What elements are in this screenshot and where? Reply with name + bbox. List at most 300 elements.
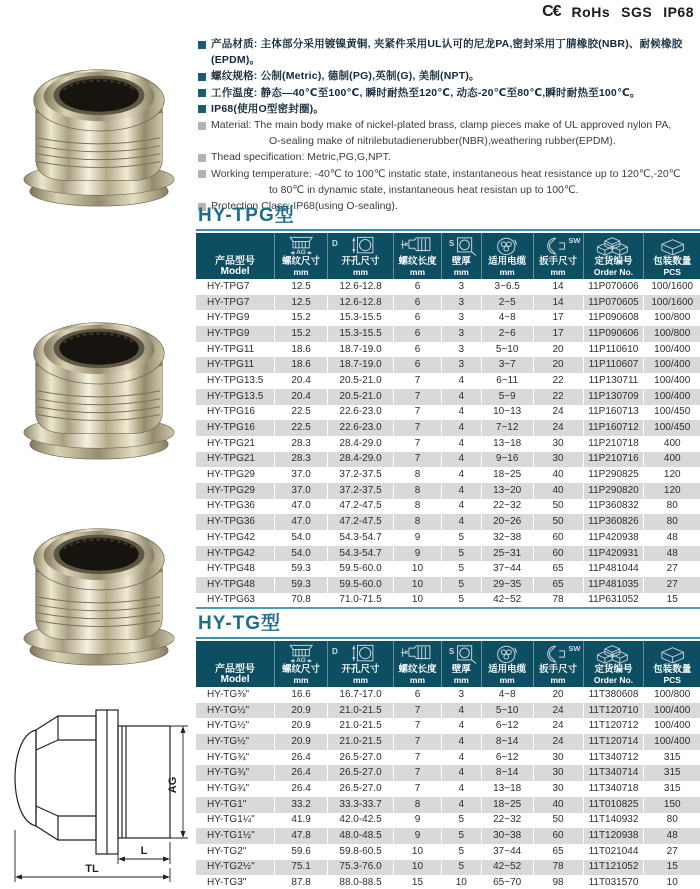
cell-wrench-size: 50	[533, 499, 583, 515]
cell-wrench-size: 40	[533, 797, 583, 813]
cell-order-no: 11P070606	[583, 279, 644, 295]
cell-model: HY-TG1"	[196, 797, 275, 813]
cell-wrench-size: 65	[533, 561, 583, 577]
table-row	[196, 875, 700, 889]
cell-cable-range: 25~31	[481, 546, 533, 562]
cell-thread-length: 7	[394, 765, 442, 781]
cell-thread-length: 10	[394, 561, 442, 577]
cell-wall-thickness: 3	[441, 326, 481, 342]
table-row	[196, 750, 700, 766]
cell-order-no: 11P360826	[583, 514, 644, 530]
header-label-sub: mm	[409, 675, 426, 685]
cell-hole-size: 42.0-42.5	[328, 813, 394, 829]
cell-thread-size: 28.3	[275, 436, 328, 452]
cell-thread-length: 7	[394, 781, 442, 797]
section-hy-tg	[196, 608, 700, 889]
bullet-square-icon	[198, 122, 206, 130]
cell-hole-size: 20.5-21.0	[328, 373, 394, 389]
cell-hole-size: 48.0-48.5	[328, 828, 394, 844]
header-label-cn: 定货编号	[594, 664, 633, 675]
wall-thickness-icon	[442, 643, 481, 664]
table-row	[196, 452, 700, 468]
cell-qty: 27	[644, 577, 700, 593]
cell-thread-length: 10	[394, 844, 442, 860]
cell-model: HY-TPG13.5	[196, 389, 275, 405]
cell-order-no: 11T340712	[583, 750, 644, 766]
cell-hole-size: 54.3-54.7	[328, 530, 394, 546]
cell-wall-thickness: 4	[441, 420, 481, 436]
cell-wrench-size: 20	[533, 342, 583, 358]
cell-qty: 100/800	[654, 312, 691, 324]
header-label-cn: 螺纹长度	[398, 664, 437, 675]
box-icon	[644, 643, 700, 664]
cell-wall-thickness: 4	[441, 781, 481, 797]
table-row	[196, 593, 700, 609]
cell-thread-length: 8	[394, 514, 442, 530]
cell-model: HY-TPG48	[196, 577, 275, 593]
cell-order-no: 11P130709	[583, 389, 644, 405]
cell-model: HY-TPG13.5	[196, 373, 275, 389]
cell-wall-thickness: 5	[441, 813, 481, 829]
header-label-sub: mm	[352, 267, 369, 277]
cell-thread-length: 6	[394, 310, 442, 326]
header-label-sub: mm	[499, 267, 515, 277]
cell-thread-length: 7	[394, 405, 442, 421]
cell-order-no: 11T021044	[583, 844, 644, 860]
cell-order-no: 11T340714	[583, 765, 644, 781]
cell-wrench-size: 78	[533, 860, 583, 876]
cell-qty: 315	[663, 782, 681, 794]
cell-model: HY-TG2½"	[196, 860, 275, 876]
cell-wall-thickness: 3	[441, 279, 481, 295]
cell-order-no: 11P481035	[583, 577, 644, 593]
cell-cable-range: 3~7	[481, 357, 533, 373]
cell-qty: 150	[644, 797, 700, 813]
column-header-thread-length	[394, 233, 442, 279]
icon-label: AG	[296, 248, 306, 256]
cell-hole-size: 26.5-27.0	[328, 765, 394, 781]
header-label-cn: 产品型号	[215, 664, 256, 675]
icon-label: SW	[568, 644, 581, 653]
cell-wall-thickness: 4	[441, 797, 481, 813]
cell-order-no: 11P420931	[583, 546, 644, 562]
cell-cable-range: 37~44	[481, 561, 533, 577]
cell-qty: 27	[666, 845, 678, 857]
column-header-model	[196, 233, 275, 279]
header-label-sub: mm	[550, 675, 566, 685]
cell-hole-size: 37.2-37.5	[328, 483, 394, 499]
header-label-cn: 适用电缆	[488, 256, 527, 267]
cell-thread-length: 7	[394, 750, 442, 766]
certification-badges	[542, 3, 694, 21]
table-row	[196, 295, 700, 311]
cell-hole-size: 59.8-60.5	[328, 844, 394, 860]
cell-cable-range: 13~18	[481, 436, 533, 452]
cell-hole-size: 15.3-15.5	[328, 310, 394, 326]
bullet-text: 工作温度: 静态—40℃至100℃, 瞬时耐热至120℃, 动态-20℃至80℃,瞬时耐热至100℃。	[211, 86, 641, 99]
cell-order-no: 11T380608	[583, 687, 644, 703]
table-row	[196, 781, 700, 797]
cell-model: HY-TG½"	[196, 734, 275, 750]
cell-wrench-size: 30	[533, 781, 583, 797]
cell-qty: 48	[644, 546, 700, 562]
column-header-cable-range	[481, 641, 533, 687]
cell-qty: 120	[644, 483, 700, 499]
cell-wrench-size: 50	[533, 514, 583, 530]
cell-order-no: 11P290820	[583, 483, 644, 499]
cell-wall-thickness: 3	[441, 342, 481, 358]
cell-model: HY-TPG42	[196, 530, 275, 546]
table-row	[196, 357, 700, 373]
cell-order-no: 11P160712	[583, 420, 644, 436]
cell-thread-length: 8	[394, 467, 442, 483]
cell-cable-range: 3~6.5	[481, 279, 533, 295]
cell-thread-length: 6	[394, 279, 442, 295]
cell-order-no: 11P070605	[583, 295, 644, 311]
cell-model: HY-TPG11	[196, 357, 275, 373]
table-row	[196, 718, 700, 734]
cell-wall-thickness: 4	[441, 734, 481, 750]
hy-tpg-spec-table	[196, 233, 700, 609]
cell-thread-size: 28.3	[275, 452, 328, 468]
cell-model: HY-TG1½"	[196, 828, 275, 844]
cell-order-no: 11P631052	[583, 593, 644, 609]
cell-order-no: 11T010825	[583, 797, 644, 813]
cell-wall-thickness: 5	[441, 593, 481, 609]
cell-wrench-size: 24	[533, 420, 583, 436]
cell-thread-size: 15.2	[275, 310, 328, 326]
cell-wrench-size: 40	[533, 483, 583, 499]
hole-size-icon	[328, 643, 393, 664]
cell-wall-thickness: 5	[441, 828, 481, 844]
cell-order-no: 11P130711	[583, 373, 644, 389]
cell-qty: 100/1600	[651, 280, 694, 292]
table-row	[196, 703, 700, 719]
cell-wall-thickness: 4	[441, 436, 481, 452]
cell-thread-size: 59.3	[275, 577, 328, 593]
cell-hole-size: 33.3-33.7	[328, 797, 394, 813]
cell-wall-thickness: 4	[441, 750, 481, 766]
dim-label-l: L	[140, 845, 148, 857]
cell-order-no: 11P210718	[583, 436, 644, 452]
header-label-cn: 螺纹尺寸	[282, 256, 321, 267]
bullet-item	[198, 85, 700, 101]
header-label-sub: mm	[293, 675, 309, 685]
cell-order-no: 11P420938	[583, 530, 644, 546]
icon-label: S	[448, 239, 455, 249]
cell-cable-range: 8~14	[481, 765, 533, 781]
table-row	[196, 546, 700, 562]
header-label-cn: 壁厚	[451, 256, 471, 267]
cell-cable-range: 4~8	[481, 310, 533, 326]
header-label-sub: mm	[453, 675, 469, 685]
cell-thread-size: 20.4	[275, 389, 328, 405]
column-header-qty	[644, 233, 700, 279]
cell-qty: 100/800	[654, 688, 691, 700]
cell-thread-length: 7	[394, 452, 442, 468]
bullet-item	[198, 101, 700, 117]
cell-thread-length: 6	[394, 357, 442, 373]
cell-hole-size: 20.5-21.0	[328, 389, 394, 405]
table-row	[196, 813, 700, 829]
cell-wall-thickness: 3	[441, 357, 481, 373]
table-row	[196, 765, 700, 781]
cell-qty: 80	[666, 814, 678, 826]
cell-qty: 100/400	[644, 357, 700, 373]
boxes-icon	[584, 235, 644, 256]
header-label-sub: mm	[550, 267, 566, 277]
cell-wrench-size: 24	[533, 703, 583, 719]
table-row	[196, 734, 700, 750]
icon-label: D	[332, 647, 338, 657]
table-row	[196, 860, 700, 876]
cell-wall-thickness: 10	[441, 875, 481, 889]
cell-wrench-size: 17	[533, 310, 583, 326]
cell-wall-thickness: 5	[441, 561, 481, 577]
cell-model: HY-TPG48	[196, 561, 275, 577]
cell-qty: 100/400	[644, 389, 700, 405]
table-row	[196, 310, 700, 326]
cell-order-no: 11T120710	[583, 703, 644, 719]
cell-hole-size: 59.5-60.0	[328, 577, 394, 593]
table-row	[196, 436, 700, 452]
cell-cable-range: 30~38	[481, 828, 533, 844]
column-header-order-no	[583, 233, 644, 279]
cell-cable-range: 32~38	[481, 530, 533, 546]
cell-cable-range: 4~8	[481, 687, 533, 703]
cell-wrench-size: 60	[533, 530, 583, 546]
cell-order-no: 11P090606	[583, 326, 644, 342]
cell-model: HY-TPG21	[196, 452, 275, 468]
cell-qty: 100/450	[644, 420, 700, 436]
header-label-cn: 螺纹尺寸	[282, 664, 321, 675]
column-header-wall-thickness	[441, 641, 481, 687]
cell-hole-size: 22.6-23.0	[328, 420, 394, 436]
bullet-text: 产品材质: 主体部分采用镀镍黄铜, 夹紧件采用UL认可的尼龙PA,密封采用丁腈橡胶(NBR)、耐候橡胶(EPDM)。	[211, 38, 683, 67]
cell-order-no: 11P481044	[583, 561, 644, 577]
cell-thread-length: 7	[394, 718, 442, 734]
thread-length-icon	[394, 643, 441, 664]
cell-thread-length: 7	[394, 734, 442, 750]
cell-thread-size: 54.0	[275, 546, 328, 562]
cell-thread-size: 26.4	[275, 765, 328, 781]
cell-hole-size: 16.7-17.0	[328, 687, 394, 703]
cell-thread-size: 54.0	[275, 530, 328, 546]
cell-qty: 100/400	[654, 343, 691, 355]
cell-wrench-size: 24	[533, 734, 583, 750]
cell-thread-length: 9	[394, 828, 442, 844]
cell-order-no: 11T120714	[583, 734, 644, 750]
header-label-sub: mm	[453, 267, 469, 277]
box-icon	[644, 235, 700, 256]
cell-qty: 315	[663, 751, 681, 763]
header-label-cn: 包装数量	[653, 664, 692, 675]
cell-model: HY-TPG16	[196, 420, 275, 436]
cell-thread-length: 10	[394, 860, 442, 876]
rohs-logo: RoHs	[571, 4, 611, 20]
column-header-cable-range	[481, 233, 533, 279]
cell-order-no: 11P110610	[583, 342, 644, 358]
cell-order-no: 11P210716	[583, 452, 644, 468]
table-row	[196, 530, 700, 546]
column-header-hole-size	[328, 233, 394, 279]
bullet-item	[198, 149, 700, 165]
cell-thread-size: 12.5	[275, 279, 328, 295]
cell-model: HY-TPG63	[196, 593, 275, 609]
cell-model: HY-TG½"	[196, 718, 275, 734]
cell-cable-range: 42~52	[481, 860, 533, 876]
cell-hole-size: 71.0-71.5	[328, 593, 394, 609]
cell-model: HY-TG¾"	[196, 765, 275, 781]
cell-wall-thickness: 4	[441, 405, 481, 421]
cell-order-no: 11P290825	[583, 467, 644, 483]
cell-qty: 100/400	[644, 703, 700, 719]
cell-thread-length: 7	[394, 420, 442, 436]
cell-thread-size: 59.3	[275, 561, 328, 577]
cell-wall-thickness: 3	[441, 310, 481, 326]
cell-cable-range: 42~52	[481, 593, 533, 609]
cell-order-no: 11P160713	[583, 405, 644, 421]
header-label-cn: 螺纹长度	[398, 256, 437, 267]
header-label-sub: mm	[409, 267, 426, 277]
cell-wall-thickness: 4	[441, 514, 481, 530]
cell-thread-length: 10	[394, 593, 442, 609]
cell-qty: 100/800	[644, 326, 700, 342]
bullet-item	[198, 68, 700, 84]
table-row	[196, 828, 700, 844]
cell-thread-size: 26.4	[275, 750, 328, 766]
table-row	[196, 373, 700, 389]
cell-thread-size: 26.4	[275, 781, 328, 797]
cell-hole-size: 47.2-47.5	[328, 514, 394, 530]
hole-size-icon	[328, 235, 393, 256]
cell-model: HY-TPG42	[196, 546, 275, 562]
cell-qty: 100/450	[654, 406, 691, 418]
thread-size-icon	[275, 235, 327, 256]
header-label-cn: 开孔尺寸	[341, 664, 380, 675]
cell-cable-range: 22~32	[481, 499, 533, 515]
table-row	[196, 577, 700, 593]
cell-thread-size: 33.2	[275, 797, 328, 813]
column-header-model	[196, 641, 275, 687]
bullet-square-icon	[198, 105, 206, 113]
column-header-thread-size	[275, 641, 328, 687]
product-photo	[10, 283, 188, 481]
cell-wrench-size: 24	[533, 718, 583, 734]
cell-qty: 10	[666, 876, 678, 888]
cell-thread-size: 15.2	[275, 326, 328, 342]
thread-length-icon	[394, 235, 441, 256]
cell-thread-length: 7	[394, 373, 442, 389]
section-title-hy-tpg: HY-TPG型	[196, 200, 700, 231]
cell-wall-thickness: 4	[441, 452, 481, 468]
cell-wrench-size: 98	[533, 875, 583, 889]
left-image-column	[0, 0, 196, 889]
cell-model: HY-TG¾"	[196, 781, 275, 797]
header-label-sub: mm	[499, 675, 515, 685]
bullet-item	[198, 166, 700, 198]
bullet-text: Protection Class: IP68(using O-sealing).	[211, 200, 398, 213]
table-row	[196, 467, 700, 483]
cell-model: HY-TPG9	[196, 326, 275, 342]
cell-order-no: 11P110607	[583, 357, 644, 373]
cable-icon	[482, 643, 533, 664]
table-row	[196, 279, 700, 295]
cell-hole-size: 28.4-29.0	[328, 452, 394, 468]
cell-qty: 15	[666, 594, 678, 606]
column-header-thread-length	[394, 641, 442, 687]
cell-cable-range: 9~16	[481, 452, 533, 468]
cell-thread-length: 9	[394, 530, 442, 546]
cell-thread-size: 20.9	[275, 718, 328, 734]
cell-order-no: 11T140932	[583, 813, 644, 829]
cell-wrench-size: 30	[533, 452, 583, 468]
cell-thread-size: 47.8	[275, 828, 328, 844]
cell-thread-size: 59.6	[275, 844, 328, 860]
bullet-text: Thead specification: Metric,PG,G,NPT.	[211, 151, 391, 164]
cell-order-no: 11T340718	[583, 781, 644, 797]
cell-wall-thickness: 4	[441, 389, 481, 405]
cell-thread-length: 6	[394, 295, 442, 311]
cell-wrench-size: 30	[533, 436, 583, 452]
cell-thread-size: 41.9	[275, 813, 328, 829]
thread-size-icon	[275, 643, 327, 664]
column-header-thread-size	[275, 233, 328, 279]
cell-model: HY-TG⅜"	[196, 687, 275, 703]
cell-wall-thickness: 5	[441, 844, 481, 860]
table-row	[196, 561, 700, 577]
cell-thread-size: 18.6	[275, 342, 328, 358]
cell-cable-range: 5~10	[481, 703, 533, 719]
product-photo	[10, 492, 188, 684]
cell-cable-range: 37~44	[481, 844, 533, 860]
column-header-hole-size	[328, 641, 394, 687]
header-label-sub: Model	[220, 674, 250, 685]
icon-label: SW	[568, 236, 581, 245]
cell-model: HY-TPG36	[196, 499, 275, 515]
cell-qty: 27	[666, 563, 678, 575]
cell-cable-range: 2~5	[481, 295, 533, 311]
cell-model: HY-TG3"	[196, 875, 275, 889]
cell-model: HY-TPG7	[196, 295, 275, 311]
cell-thread-size: 37.0	[275, 467, 328, 483]
cell-cable-range: 22~32	[481, 813, 533, 829]
cell-qty: 100/400	[644, 734, 700, 750]
cell-qty: 315	[644, 765, 700, 781]
bullet-square-icon	[198, 41, 206, 49]
header-label-sub: PCS	[663, 267, 681, 277]
cell-thread-size: 22.5	[275, 405, 328, 421]
cell-thread-size: 87.8	[275, 875, 328, 889]
cell-thread-length: 7	[394, 389, 442, 405]
cell-wrench-size: 22	[533, 373, 583, 389]
cell-thread-size: 70.8	[275, 593, 328, 609]
cell-hole-size: 22.6-23.0	[328, 405, 394, 421]
header-label-sub: Order No.	[593, 675, 634, 685]
cell-hole-size: 18.7-19.0	[328, 357, 394, 373]
cell-wrench-size: 65	[533, 577, 583, 593]
dim-label-tl: TL	[85, 863, 99, 875]
cell-thread-length: 7	[394, 436, 442, 452]
header-label-cn: 开孔尺寸	[341, 256, 380, 267]
cell-wrench-size: 65	[533, 844, 583, 860]
cell-thread-size: 37.0	[275, 483, 328, 499]
cell-hole-size: 21.0-21.5	[328, 718, 394, 734]
icon-label: D	[332, 239, 338, 249]
cell-model: HY-TPG16	[196, 405, 275, 421]
cell-order-no: 11P090608	[583, 310, 644, 326]
cell-hole-size: 18.7-19.0	[328, 342, 394, 358]
